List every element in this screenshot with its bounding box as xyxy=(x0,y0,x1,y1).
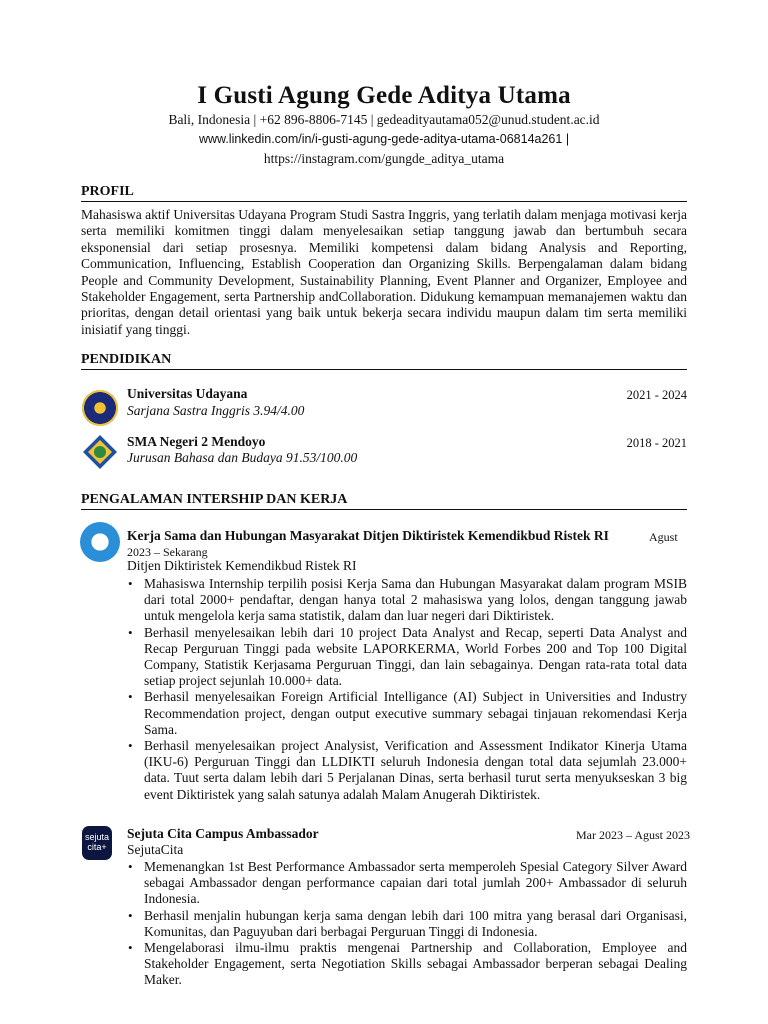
list-item: • Berhasil menyelesaikan project Analysist, Verification and Assessment Indikator Kinerja Utama (IKU-6) Perguruan Tinggi dan LLDIKTI seluruh Indonesia dengan total data sejumlah 23.000+ data. Tuut serta dalam lebih dari 5 Perjalanan Dinas, serta berhasil turut serta menyukseskan 3 big event Diktiristek yang salah satunya adalah Malam Anugerah Diktiristek. xyxy=(127,738,687,803)
school-name: SMA Negeri 2 Mendoyo xyxy=(127,434,266,449)
list-item: • Mengelaborasi ilmu-ilmu praktis mengenai Partnership and Collaboration, Employee and Stakeholder Engagement, serta Negotiation Skills sebagai Ambassador berperan sebagai Dealing Maker. xyxy=(127,940,687,989)
job-title: Kerja Sama dan Hubungan Masyarakat Ditjen Diktiristek Kemendikbud Ristek RI xyxy=(127,528,609,543)
candidate-name: I Gusti Agung Gede Aditya Utama xyxy=(197,82,571,109)
kemendikbud-logo-icon xyxy=(80,522,120,562)
sejutacita-logo-icon xyxy=(82,826,112,860)
section-title-pendidikan: PENDIDIKAN xyxy=(81,352,687,370)
section-title-profil: PROFIL xyxy=(81,184,687,202)
logo-text: cita+ xyxy=(87,842,107,852)
job-bullets xyxy=(127,576,687,803)
list-item: • Berhasil menyelesaikan Foreign Artificial Intelligance (AI) Subject in Universities and Industry Recommendation project, dengan output executive summary sebagai tinjauan rekomendasi Kerja Sama. xyxy=(127,689,687,738)
job-date-start: Agust xyxy=(649,530,678,544)
list-item: • Mahasiswa Internship terpilih posisi Kerja Sama dan Hubungan Masyarakat dalam program MSIB dari total 2000+ pendaftar, dengan hanya total 2 mahasiswa yang lolos, dengan tanggung jawab untuk mengelola kerja sama statistik, dalam dan luar negeri dari Diktiristek. xyxy=(127,576,687,625)
job-organization: SejutaCita xyxy=(127,842,184,857)
school-name: Universitas Udayana xyxy=(127,386,248,401)
profil-text: Mahasiswa aktif Universitas Udayana Program Studi Sastra Inggris, yang terlatih dalam menjaga motivasi kerja serta memiliki komitmen tinggi dalam menyelesaikan setiap tanggung jawab dan bertumbuh secara eksponensial dari setiap prosesnya. Memiliki kompetensi dalam bidang Analysis and Reporting, Communication, Influencing, Establish Cooperation dan Organizing Skills. Berpengalaman dalam bidang People and Community Development, Sustainability Planning, Event Planner and Organizer, Employee and Stakeholder Engagement, serta Partnership andCollaboration. Didukung kemampuan memanajemen waktu dan prioritas, dengan detail orientasi yang baik untuk bekerja secara individu maupun dalam tim serta memiliki inisiatif yang tinggi. xyxy=(81,207,687,337)
list-item: • Berhasil menjalin hubungan kerja sama dengan lebih dari 100 mitra yang berasal dari Organisasi, Komunitas, dan Paguyuban dari berbagai Perguruan Tinggi di Indonesia. xyxy=(127,908,687,940)
linkedin-link[interactable]: www.linkedin.com/in/i-gusti-agung-gede-aditya-utama-06814a261 | xyxy=(198,132,570,146)
list-item: • Memenangkan 1st Best Performance Ambassador serta memperoleh Spesial Category Silver Award sebagai Ambassador dengan performance capaian dari total jumlah 200+ Ambassador di seluruh Indonesia. xyxy=(127,859,687,908)
section-title-pengalaman: PENGALAMAN INTERSHIP DAN KERJA xyxy=(81,492,687,510)
job-date-range: 2023 – Sekarang xyxy=(127,545,208,559)
job-title: Sejuta Cita Campus Ambassador xyxy=(127,826,319,841)
job-bullets xyxy=(127,859,687,989)
school-date: 2021 - 2024 xyxy=(626,388,687,402)
list-item: • Berhasil menyelesaikan lebih dari 10 project Data Analyst and Recap, seperti Data Analyst and Recap Perguruan Tinggi pada website LAPORKERMA, World Forbes 200 and Top 100 Digital Company, Statistik Kerjasama Perguruan Tinggi, dan lain sebagainya. Dengan rata-rata total data setiap project sejunlah 10.000+ data. xyxy=(127,625,687,690)
sma-crest-icon xyxy=(82,434,118,470)
logo-text: sejuta xyxy=(84,832,110,842)
job-date-range: Mar 2023 – Agust 2023 xyxy=(576,828,690,842)
job-organization: Ditjen Diktiristek Kemendikbud Ristek RI xyxy=(127,558,357,573)
school-date: 2018 - 2021 xyxy=(626,436,687,450)
contact-line: Bali, Indonesia | +62 896-8806-7145 | gedeadityautama052@unud.student.ac.id xyxy=(168,112,600,127)
instagram-link[interactable]: https://instagram.com/gungde_aditya_utama xyxy=(263,151,505,166)
udayana-logo-icon xyxy=(82,390,118,426)
school-detail: Sarjana Sastra Inggris 3.94/4.00 xyxy=(127,403,305,418)
school-detail: Jurusan Bahasa dan Budaya 91.53/100.00 xyxy=(127,450,358,465)
